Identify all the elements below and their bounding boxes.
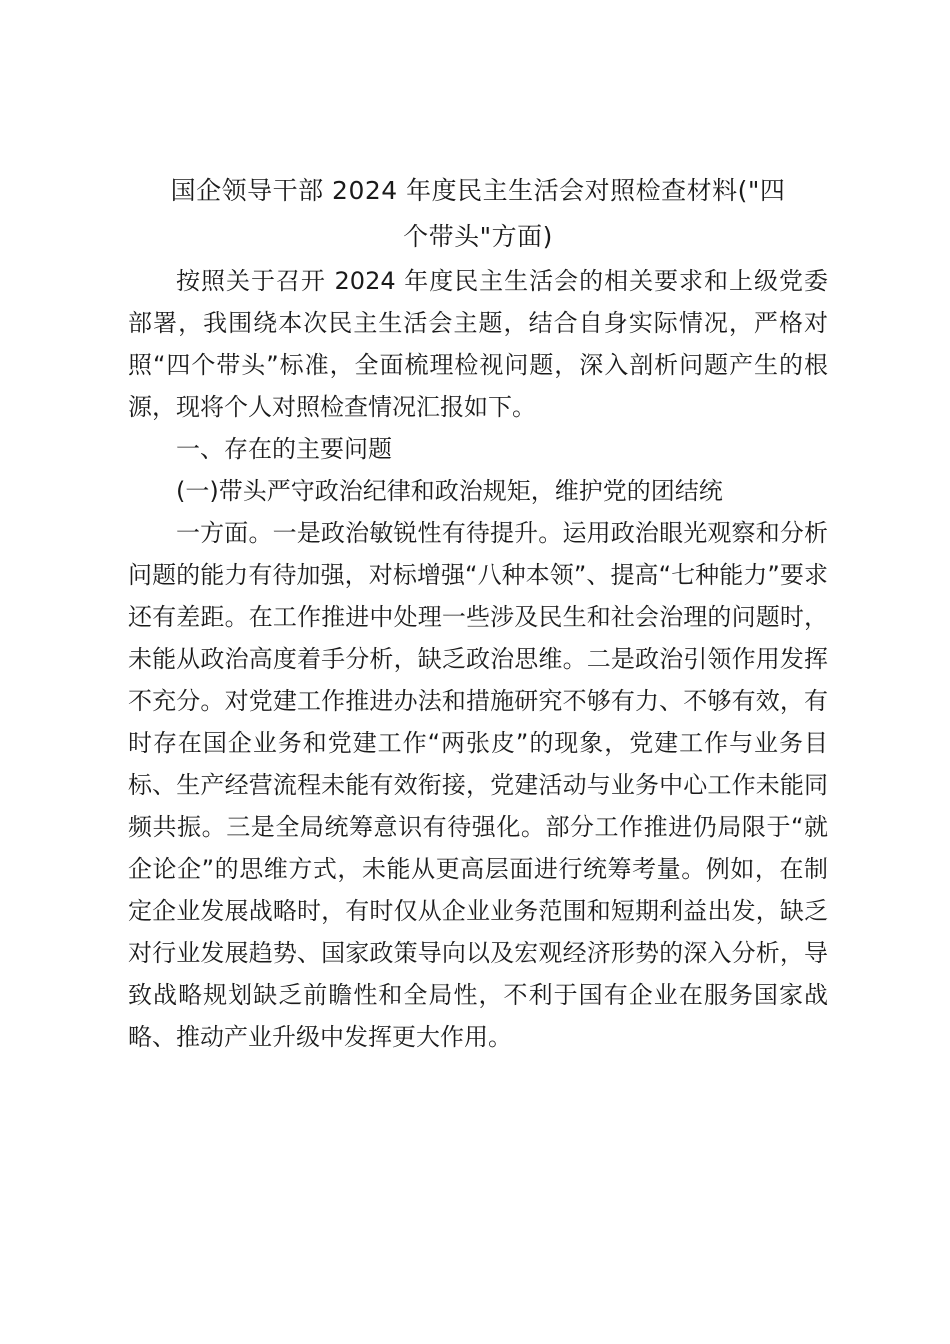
subsection-heading: (一)带头严守政治纪律和政治规矩，维护党的团结统 [176, 477, 723, 505]
document-content [128, 168, 828, 1058]
body-paragraph: 一方面。一是政治敏锐性有待提升。运用政治眼光观察和分析问题的能力有待加强，对标增强“八种本领”、提高“七种能力”要求还有差距。在工作推进中处理一些涉及民生和社会治理的问题时，未能从政治高度着手分析，缺乏政治思维。二是政治引领作用发挥不充分。对党建工作推进办法和措施研究不够有力、不够有效，有时存在国企业务和党建工作“两张皮”的现象，党建工作与业务目标、生产经营流程未能有效衔接，党建活动与业务中心工作未能同频共振。三是全局统筹意识有待强化。部分工作推进仍局限于“就企论企”的思维方式，未能从更高层面进行统筹考量。例如，在制定企业发展战略时，有时仅从企业业务范围和短期利益出发，缺乏对行业发展趋势、国家政策导向以及宏观经济形势的深入分析，导致战略规划缺乏前瞻性和全局性，不利于国有企业在服务国家战略、推动产业升级中发挥更大作用。 [128, 519, 828, 1051]
document-body [128, 260, 828, 1058]
document-title [128, 168, 828, 260]
title-line-2: 个带头"方面) [403, 222, 553, 251]
title-line-1: 国企领导干部 2024 年度民主生活会对照检查材料("四 [170, 176, 786, 205]
intro-paragraph: 按照关于召开 2024 年度民主生活会的相关要求和上级党委部署，我围绕本次民主生活会主题，结合自身实际情况，严格对照“四个带头”标准，全面梳理检视问题，深入剖析问题产生的根源，现将个人对照检查情况汇报如下。 [128, 267, 828, 421]
section-heading: 一、存在的主要问题 [176, 435, 392, 463]
